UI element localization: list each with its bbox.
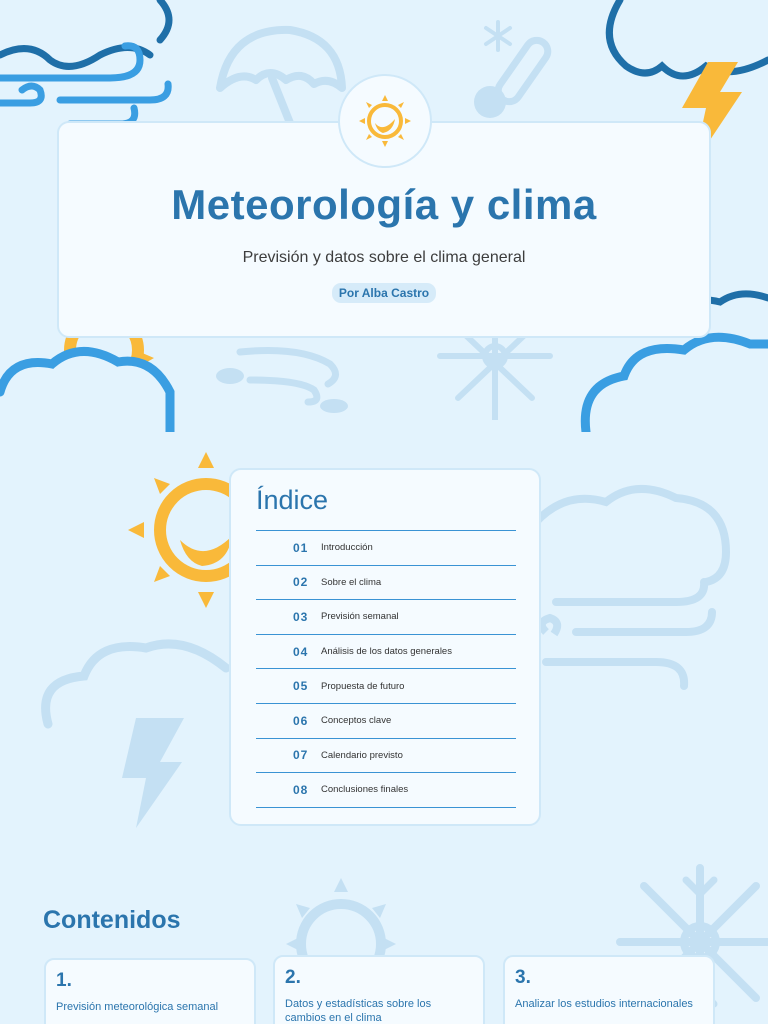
sun-badge xyxy=(338,74,432,168)
index-item[interactable] xyxy=(256,531,516,566)
index-label: Introducción xyxy=(321,542,373,554)
sun-moon-icon xyxy=(355,91,415,151)
index-number: 01 xyxy=(293,540,309,555)
card-text: Analizar los estudios internacionales xyxy=(515,998,693,1010)
index-list xyxy=(256,530,516,808)
contents-title: Contenidos xyxy=(43,906,181,934)
thermometer-icon xyxy=(460,20,570,130)
index-item[interactable] xyxy=(256,739,516,774)
page-title: Meteorología y clima xyxy=(171,181,597,228)
index-label: Conclusiones finales xyxy=(321,784,409,796)
wind-cloud-icon xyxy=(536,482,736,702)
index-number: 05 xyxy=(293,679,309,694)
card-text: Datos y estadísticas sobre los cambios en el clima xyxy=(285,998,432,1024)
card-number: 3. xyxy=(515,967,531,988)
wind-leaves-icon xyxy=(210,340,360,420)
content-card[interactable] xyxy=(44,958,256,1024)
index-label: Sobre el clima xyxy=(321,576,382,588)
index-item[interactable] xyxy=(256,600,516,635)
content-card[interactable] xyxy=(503,955,715,1024)
storm-cloud-icon xyxy=(36,628,236,828)
cover-slide xyxy=(0,0,768,432)
card-number: 2. xyxy=(285,967,301,988)
index-label: Calendario previsto xyxy=(321,749,403,761)
subtitle: Previsión y datos sobre el clima general xyxy=(242,249,526,266)
index-label: Conceptos clave xyxy=(321,715,392,727)
index-item[interactable] xyxy=(256,773,516,808)
index-number: 02 xyxy=(293,575,309,590)
index-label: Propuesta de futuro xyxy=(321,680,405,692)
index-number: 03 xyxy=(293,609,309,624)
sun-icon xyxy=(124,452,234,608)
umbrella-icon xyxy=(210,18,350,128)
index-item[interactable] xyxy=(256,566,516,601)
index-number: 07 xyxy=(293,748,309,763)
wind-icon xyxy=(0,0,180,140)
index-item[interactable] xyxy=(256,669,516,704)
index-card xyxy=(229,468,541,826)
index-number: 08 xyxy=(293,782,309,797)
card-text: Previsión meteorológica semanal xyxy=(56,1001,219,1013)
content-card[interactable] xyxy=(273,955,485,1024)
index-item[interactable] xyxy=(256,635,516,670)
author-badge: Por Alba Castro xyxy=(332,283,436,303)
index-label: Análisis de los datos generales xyxy=(321,646,452,658)
contents-slide xyxy=(0,862,768,1024)
index-label: Previsión semanal xyxy=(321,611,399,623)
snowflake-icon xyxy=(430,328,560,420)
index-item[interactable] xyxy=(256,704,516,739)
index-number: 06 xyxy=(293,713,309,728)
card-number: 1. xyxy=(56,970,72,991)
index-number: 04 xyxy=(293,644,309,659)
index-slide xyxy=(0,432,768,862)
index-title: Índice xyxy=(256,485,329,515)
